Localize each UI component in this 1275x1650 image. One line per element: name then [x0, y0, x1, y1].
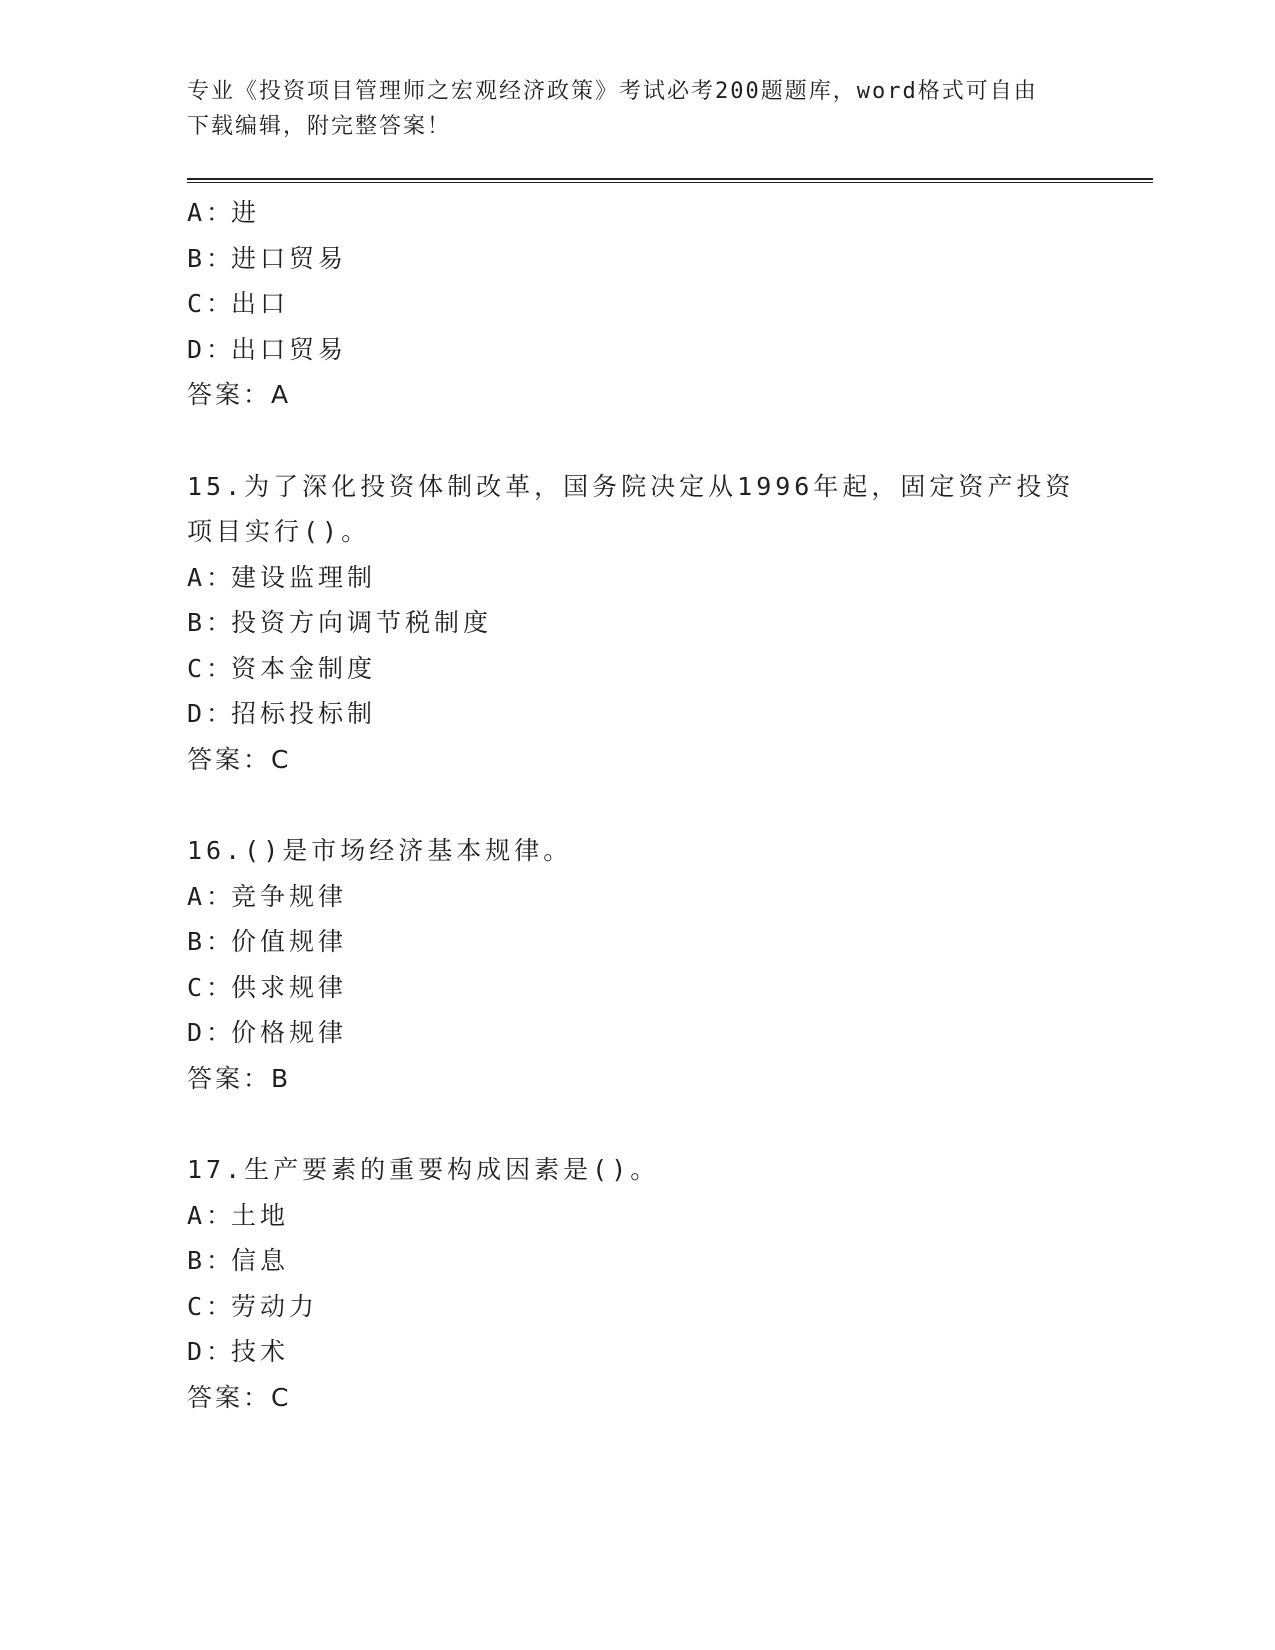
option-a: A：竞争规律 [187, 881, 348, 911]
option-d: D：价格规律 [187, 1018, 348, 1047]
option-d: D：招标投标制 [187, 699, 377, 728]
question-line: 16.()是市场经济基本规律。 [187, 836, 573, 865]
question-block [187, 190, 1087, 418]
option-c: C：资本金制度 [187, 653, 377, 683]
option-b: B：进口贸易 [187, 243, 348, 273]
option-b: B：投资方向调节税制度 [187, 608, 493, 637]
option-d: D：出口贸易 [187, 334, 348, 364]
question-line: 项目实行()。 [187, 517, 371, 546]
answer-line: 答案：C [187, 744, 292, 774]
question-text [187, 1147, 1087, 1193]
document-header [187, 74, 1067, 144]
question-block [187, 464, 1087, 783]
option-a: A：进 [187, 198, 261, 227]
option-d: D：技术 [187, 1337, 290, 1366]
question-block [187, 828, 1087, 1101]
answer-line: 答案：B [187, 1063, 292, 1093]
option-a: A：建设监理制 [187, 562, 377, 592]
answer-line: 答案：A [187, 380, 292, 409]
option-b: B：信息 [187, 1246, 290, 1275]
header-divider [187, 178, 1153, 183]
header-line-1: 专业《投资项目管理师之宏观经济政策》考试必考200题题库，word格式可自由 [187, 79, 1038, 104]
answer-line: 答案：C [187, 1382, 292, 1412]
question-line: 15.为了深化投资体制改革，国务院决定从1996年起，固定资产投资 [187, 471, 1075, 501]
option-a: A：土地 [187, 1200, 290, 1230]
option-c: C：劳动力 [187, 1291, 319, 1321]
question-text [187, 828, 1087, 874]
option-c: C：供求规律 [187, 972, 348, 1002]
question-block [187, 1147, 1087, 1420]
option-b: B：价值规律 [187, 927, 348, 956]
option-c: C：出口 [187, 289, 290, 318]
question-text [187, 464, 1087, 555]
question-list [187, 190, 1087, 1420]
header-line-2: 下载编辑，附完整答案！ [187, 114, 452, 139]
question-line: 17.生产要素的重要构成因素是()。 [187, 1155, 660, 1184]
